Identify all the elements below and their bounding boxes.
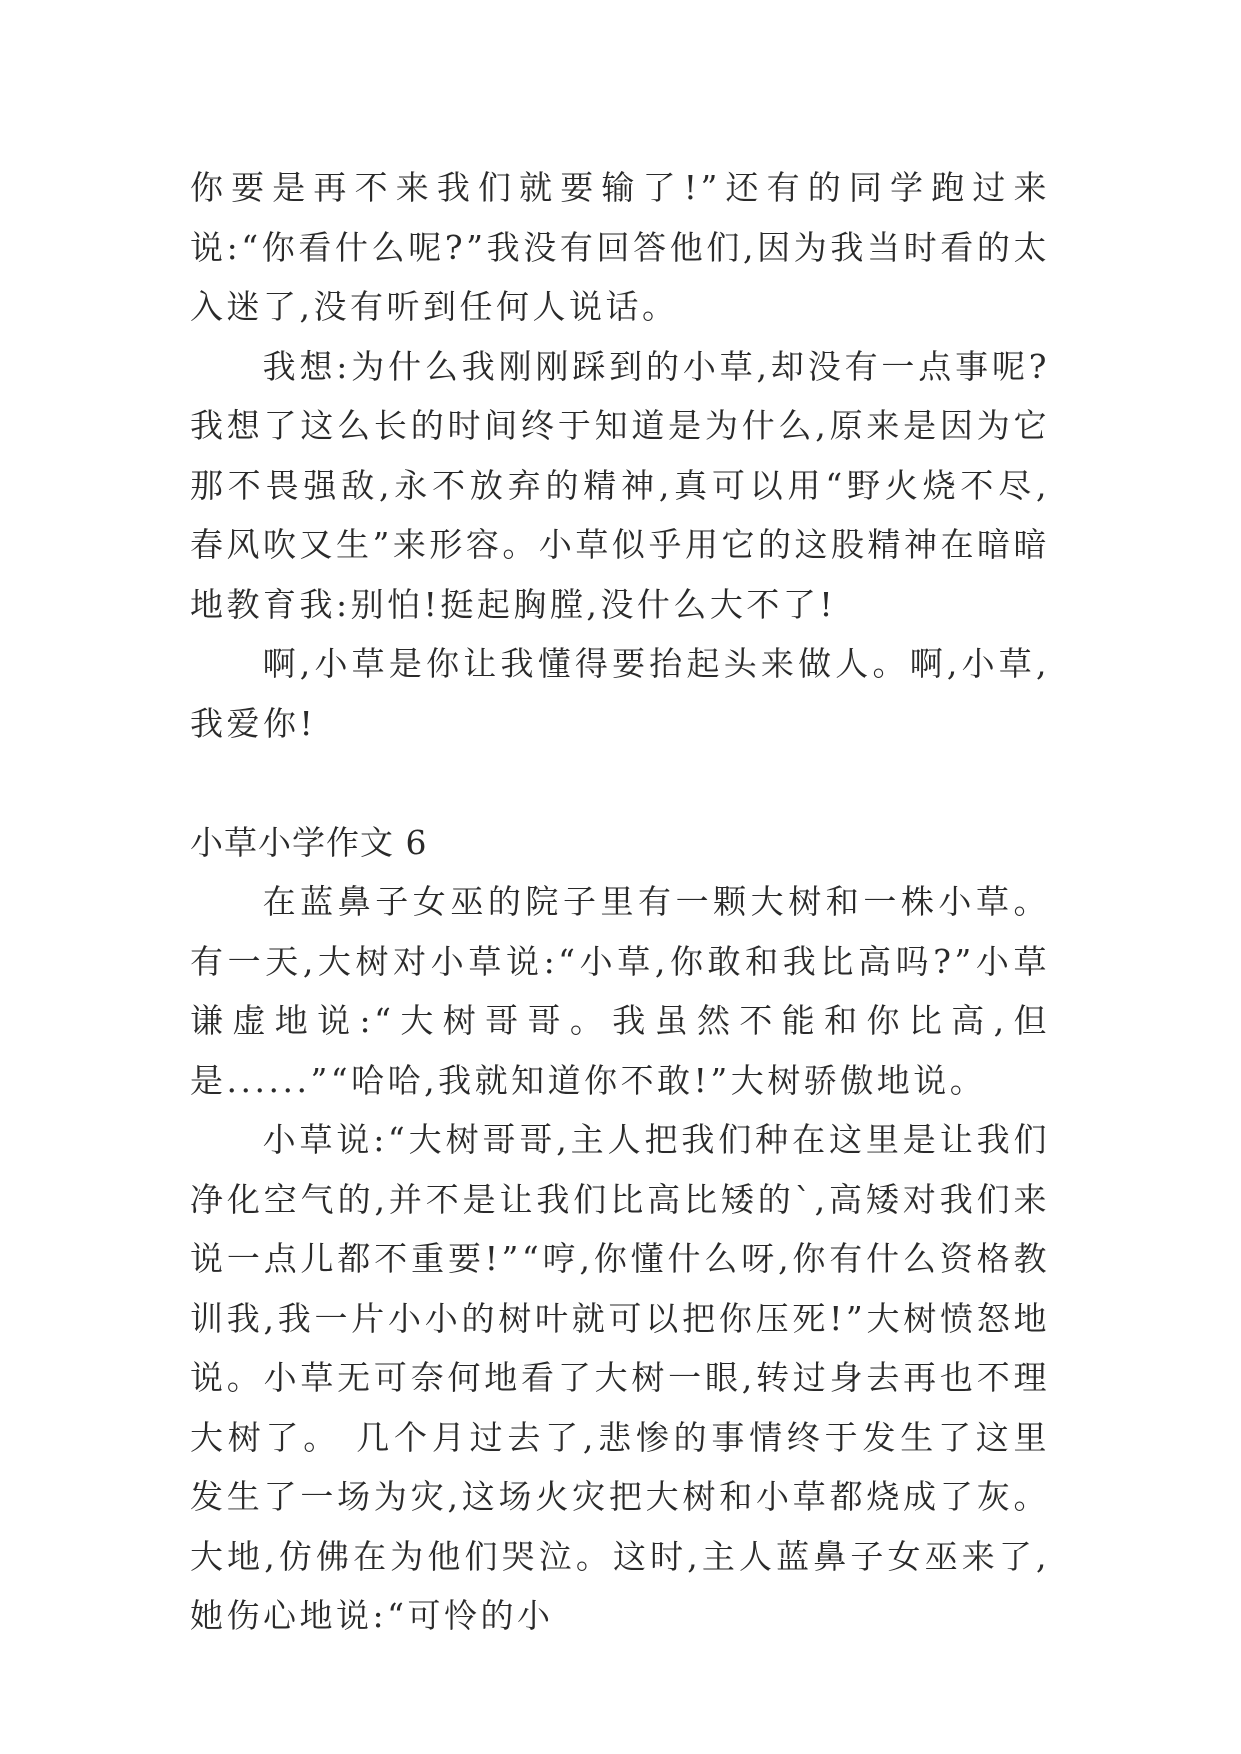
paragraph-continued-2: 我想:为什么我刚刚踩到的小草,却没有一点事呢?我想了这么长的时间终于知道是为什么,原来是因为它那不畏强敌,永不放弃的精神,真可以用“野火烧不尽,春风吹又生”来形容。小草似乎用它的这股精神在暗暗地教育我:别怕!挺起胸膛,没什么大不了! — [190, 346, 1050, 624]
paragraph-continued-3: 啊,小草是你让我懂得要抬起头来做人。啊,小草,我爱你! — [190, 644, 1050, 743]
section-paragraph-1: 在蓝鼻子女巫的院子里有一颗大树和一株小草。 有一天,大树对小草说:“小草,你敢和我比高吗?”小草谦虚地说:“大树哥哥。我虽然不能和你比高,但是......”“哈哈,我就知道你不敢!”大树骄傲地说。 — [190, 882, 1050, 1100]
paragraph-continued-1: 你要是再不来我们就要输了!”还有的同学跑过来说:“你看什么呢?”我没有回答他们,因为我当时看的太入迷了,没有听到任何人说话。 — [190, 168, 1050, 326]
article-body — [190, 158, 1050, 1646]
section-paragraph-2: 小草说:“大树哥哥,主人把我们种在这里是让我们净化空气的,并不是让我们比高比矮的`,高矮对我们来说一点儿都不重要!”“哼,你懂什么呀,你有什么资格教训我,我一片小小的树叶就可以把你压死!”大树愤怒地说。小草无可奈何地看了大树一眼,转过身去再也不理大树了。 几个月过去了,悲惨的事情终于发生了这里发生了一场为灾,这场火灾把大树和小草都烧成了灰。大地,仿佛在为他们哭泣。这时,主人蓝鼻子女巫来了,她伤心地说:“可怜的小 — [190, 1120, 1050, 1635]
section-title: 小草小学作文 6 — [190, 822, 428, 862]
